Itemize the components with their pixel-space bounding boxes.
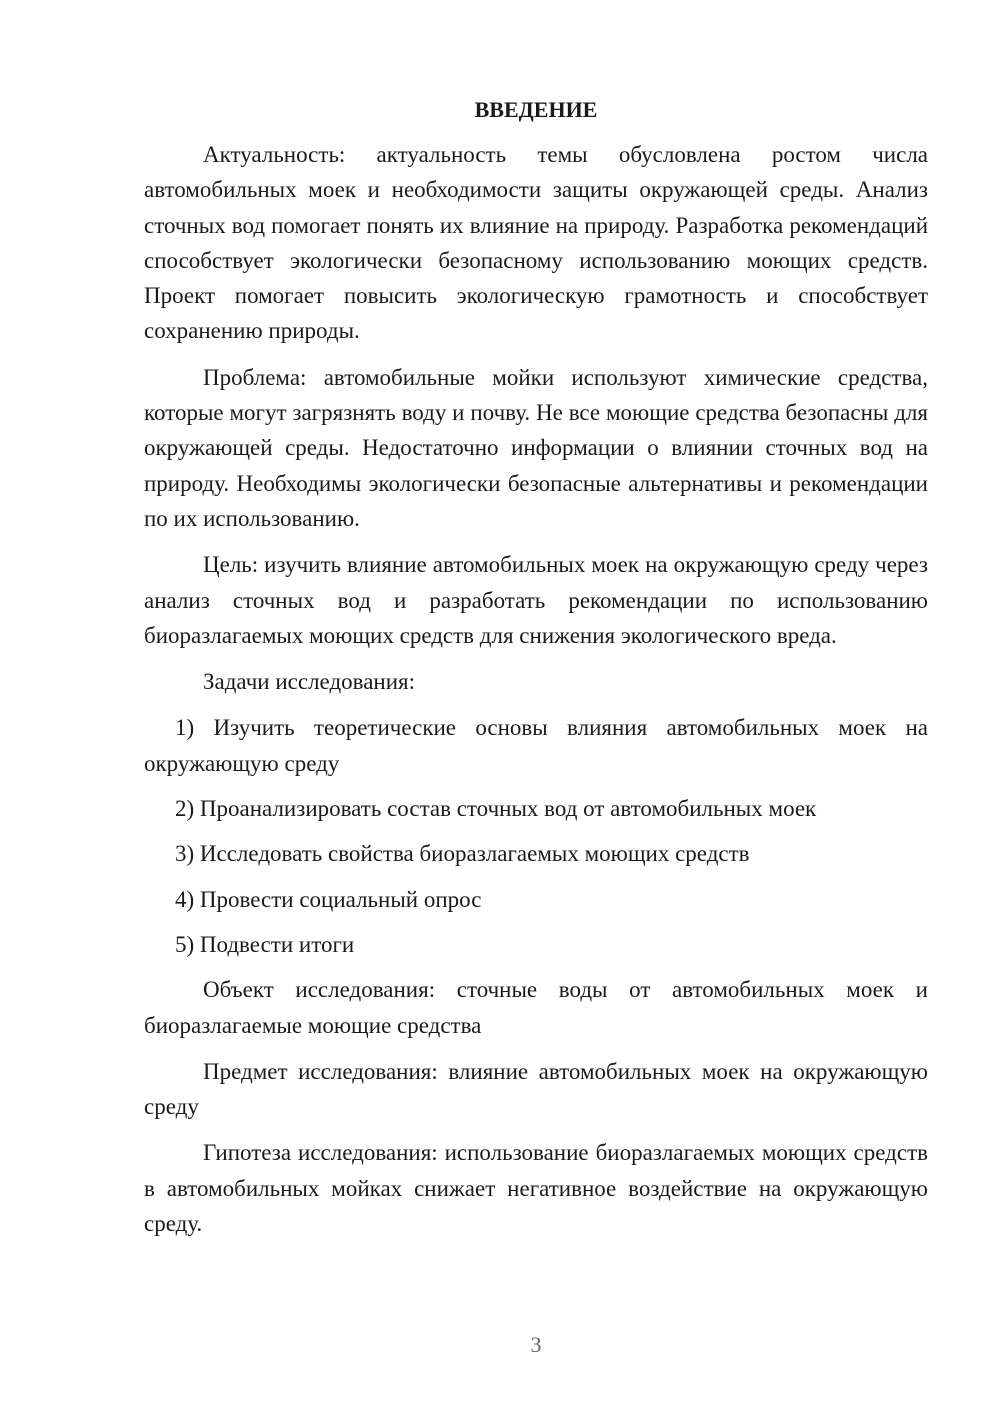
object-paragraph: Объект исследования: сточные воды от автомобильных моек и биоразлагаемые моющие средства	[144, 977, 928, 1038]
goal-paragraph: Цель: изучить влияние автомобильных моек на окружающую среду через анализ сточных вод и разработать рекомендации по использованию биоразлагаемых моющих средств для снижения экологического вреда.	[144, 552, 928, 648]
task-item: 2) Проанализировать состав сточных вод от автомобильных моек	[175, 796, 817, 822]
tasks-heading: Задачи исследования:	[203, 669, 416, 695]
task-item: 3) Исследовать свойства биоразлагаемых моющих средств	[175, 841, 750, 867]
task-item: 4) Провести социальный опрос	[175, 886, 482, 912]
task-item: 5) Подвести итоги	[175, 931, 355, 957]
page-content	[144, 95, 928, 1252]
hypothesis-paragraph: Гипотеза исследования: использование биоразлагаемых моющих средств в автомобильных мойках снижает негативное воздействие на окружающую среду.	[144, 1140, 928, 1237]
page-number: 3	[530, 1332, 542, 1357]
page-title: ВВЕДЕНИЕ	[474, 97, 598, 122]
task-item: 1) Изучить теоретические основы влияния автомобильных моек на окружающую среду	[144, 715, 928, 776]
subject-paragraph: Предмет исследования: влияние автомобильных моек на окружающую среду	[144, 1058, 928, 1120]
problem-paragraph: Проблема: автомобильные мойки используют химические средства, которые могут загрязнять воду и почву. Не все моющие средства безопасны для окружающей среды. Недостаточно информации о влиянии сточных вод на природу. Необходимы экологически безопасные альтернативы и рекомендации по их использованию.	[144, 364, 928, 531]
relevance-paragraph: Актуальность: актуальность темы обусловлена ростом числа автомобильных моек и необходимости защиты окружающей среды. Анализ сточных вод помогает понять их влияние на природу. Разработка рекомендаций способствует экологически безопасному использованию моющих средств. Проект помогает повысить экологическую грамотность и способствует сохранению природы.	[144, 142, 928, 344]
